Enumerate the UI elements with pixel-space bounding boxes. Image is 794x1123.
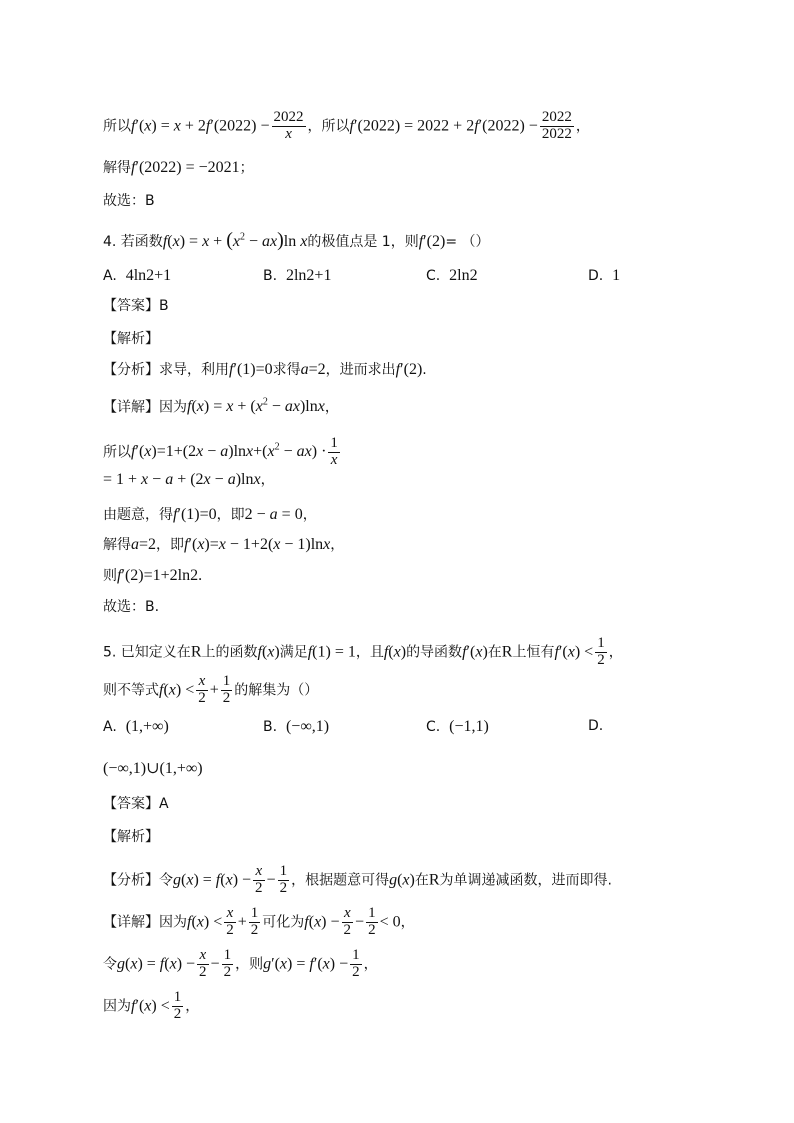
text: 解得 [103, 160, 131, 176]
text: ，即 [156, 537, 185, 553]
detail-line-5: 解得a=2，即f′(x)=x − 1+2(x − 1)lnx， [103, 536, 345, 553]
fraction: $\frac{1}{2}$ [223, 947, 232, 980]
derivation-line-2: 解得f′(2022) = −2021； [103, 159, 254, 176]
detail-line-4: 由题意，得f′(1)=0，即2 − a = 0， [103, 506, 317, 523]
text: 所以 [103, 444, 131, 461]
fraction: $\frac{x}{2}$ [226, 905, 234, 938]
fraction [595, 636, 607, 669]
text: 满足 [279, 644, 308, 661]
text: 5. 已知定义在 [103, 644, 191, 661]
text: 因为 [159, 914, 187, 931]
fraction: $\frac{x}{2}$ [198, 673, 206, 706]
option-letter: B. [263, 268, 278, 284]
option-value: 2ln2 [449, 267, 478, 284]
option-letter: D. [588, 718, 604, 734]
derivation-line-1: 所以f′(x) = x + 2f′(2022) − $\frac{2022}{x}$ ，所以f′(2022) = 2022 + 2f′(2022) − $\frac{2022}{2022}$ ， [103, 109, 590, 142]
option-value: 1 [612, 267, 621, 284]
fraction: $\frac{1}{2}$ [222, 673, 231, 706]
text: 2 [597, 651, 605, 668]
text: 求导，利用 [159, 362, 229, 378]
answer-label-5: 【答案】A [103, 796, 169, 812]
text: 因为 [103, 998, 131, 1015]
option-letter: B. [263, 719, 278, 735]
analysis-line: 【分析】求导，利用f′(1)=0求得a=2，进而求出f′(2). [103, 361, 427, 378]
fraction: $\frac{1}{2}$ [279, 863, 288, 896]
answer-choice-line-2: 故选：B. [103, 599, 160, 615]
text: ，所以 [307, 118, 350, 135]
option-letter: C. [426, 268, 441, 284]
text: ，则 [235, 956, 264, 973]
fraction: $\frac{x}{2}$ [199, 947, 207, 980]
text: ， [575, 118, 590, 135]
option-d-value [103, 761, 203, 777]
analysis-label: 【解析】 [103, 331, 159, 347]
text: 【详解】 [103, 399, 159, 416]
text: 则不等式 [103, 682, 159, 699]
text: . [422, 362, 427, 378]
text: 所以 [103, 118, 131, 135]
text: 【分析】 [103, 872, 159, 889]
option-value: (−1,1) [449, 718, 489, 735]
fraction: $\frac{1}{2}$ [368, 905, 376, 938]
text: 的解集为（） [234, 682, 319, 699]
option-value: (−∞,1)∪(1,+∞) [103, 760, 203, 777]
text: R [190, 643, 202, 661]
detail-5-line-1: 【详解】因为f(x) < $\frac{x}{2}$ + $\frac{1}{2}$ 可化为f(x) − $\frac{x}{2}$ − $\frac{1}{2}$ < 0， [103, 905, 415, 938]
option-d [588, 719, 603, 733]
text: 上的函数 [201, 644, 258, 661]
text: ； [239, 160, 254, 176]
fraction: $\frac{1}{2}$ [250, 905, 259, 938]
option-value: (1,+∞) [125, 718, 169, 735]
text: 因为 [159, 399, 187, 416]
text: ，进而求出 [325, 362, 396, 378]
detail-line-2: 所以$f'(x)=1+(2x - a)\ln x+(x^2 - ax)$ · $\frac{1}{x}$ [103, 435, 338, 468]
analysis-label-5: 【解析】 [103, 829, 159, 845]
option-d [588, 268, 620, 284]
text: 解得 [103, 537, 131, 553]
fraction: $\frac{1}{2}$ [352, 947, 360, 980]
text: 【分析】 [103, 362, 159, 378]
text: 【详解】 [103, 914, 159, 931]
fraction: $\frac{1}{x}$ [330, 435, 338, 468]
fraction: $\frac{2022}{x}$ [273, 109, 304, 142]
option-a [103, 268, 171, 284]
option-letter: D. [588, 268, 604, 284]
text: 求得 [272, 362, 301, 378]
text: ，根据题意可得 [291, 872, 390, 889]
detail-5-line-2: 令g(x) = f(x) − $\frac{x}{2}$ − $\frac{1}{2}$ ，则g′(x) = f′(x) − $\frac{1}{2}$ ， [103, 947, 378, 980]
text: 为单调递减函数，进而即得. [439, 872, 612, 889]
option-letter: A. [103, 719, 117, 735]
question-5-line-1: 5. 已知定义在R上的函数f(x)满足f(1) = 1，且f(x)的导函数f′(x)在R上恒有f′(x) < $\frac{1}{2}$ ， [103, 635, 623, 668]
text: ，即 [216, 507, 245, 523]
detail-line-6: 则f′(2)=1+2ln2. [103, 567, 203, 584]
text: = （） [445, 234, 490, 250]
option-value: (−∞,1) [285, 718, 330, 735]
fraction: $\frac{2022}{2022}$ [541, 109, 572, 142]
option-value: 4ln2+1 [125, 267, 172, 284]
text: 可化为 [262, 914, 305, 931]
detail-line-3: = 1 + x − a + (2x − a)lnx， [103, 471, 275, 488]
option-value: 2ln2+1 [285, 267, 332, 284]
option-b [263, 268, 331, 284]
fraction: $\frac{x}{2}$ [343, 905, 352, 938]
text: ，且 [355, 644, 384, 661]
text: 上恒有 [512, 644, 555, 661]
detail-5-line-3: 因为f′(x) < $\frac{1}{2}$ ， [103, 989, 200, 1022]
answer-label: 【答案】B [103, 298, 169, 314]
fraction: $\frac{x}{2}$ [255, 863, 263, 896]
fraction: $\frac{1}{2}$ [173, 989, 182, 1022]
option-c [426, 719, 489, 735]
text: 的导函数 [406, 644, 463, 661]
text: 的极值点是 1，则 [307, 234, 419, 250]
text: 由题意，得 [103, 507, 173, 523]
text: 4. 若函数 [103, 234, 163, 250]
option-a [103, 719, 169, 735]
text: 1 [597, 635, 605, 651]
question-5-line-2: 则不等式f(x) < $\frac{x}{2}$ + $\frac{1}{2}$ 的解集为（） [103, 673, 319, 706]
text: 2022 [219, 117, 252, 135]
detail-line-1: 【详解】因为$f(x) = x + (x^2 - ax)\ln x$， [103, 397, 339, 416]
question-4: 4. 若函数$f(x) = x + (x^2 - ax)\ln$ x的极值点是 1，则f′(2)= （） [103, 229, 490, 251]
option-c [426, 268, 478, 284]
text: 则 [103, 568, 117, 584]
analysis-line-5: 【分析】令g(x) = f(x) − $\frac{x}{2}$ − $\frac{1}{2}$ ，根据题意可得g(x)在R为单调递减函数，进而即得. [103, 863, 612, 896]
option-letter: A. [103, 268, 117, 284]
text: 在 [414, 872, 429, 889]
option-b [263, 719, 329, 735]
answer-choice-line: 故选：B [103, 193, 155, 209]
text: 令 [159, 872, 173, 889]
text: 在 [487, 644, 502, 661]
option-letter: C. [426, 719, 441, 735]
text: 令 [103, 956, 117, 973]
